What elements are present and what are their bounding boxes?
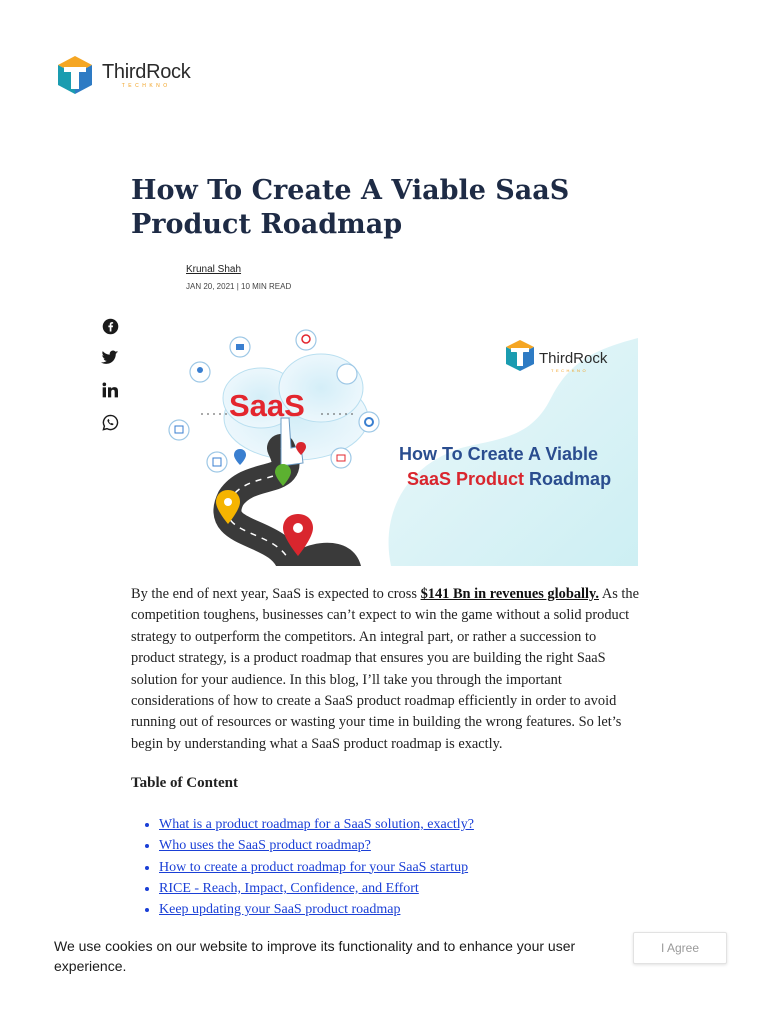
intro-text-before: By the end of next year, SaaS is expected to cross: [131, 586, 421, 602]
site-logo[interactable]: [54, 54, 190, 96]
author-link[interactable]: Krunal Shah: [186, 264, 242, 275]
hero-brand-name: ThirdRock: [539, 350, 608, 367]
toc-item: [159, 857, 474, 878]
toc-item: [159, 878, 474, 899]
hero-image: [131, 318, 638, 566]
linkedin-icon[interactable]: [100, 380, 120, 400]
facebook-icon[interactable]: [100, 316, 120, 336]
gear-icon: [359, 412, 379, 432]
revenue-link[interactable]: $141 Bn in revenues globally.: [420, 586, 600, 602]
intro-text-after: As the competition toughens, businesses can’t expect to win the game without a solid product strategy to outperform the competitors. An integral part, or rather a succession to product strategy, is a product roadmap that ensures you are building the right SaaS solution for your audience. In this blog, I’ll take you through the important considerations of how to create a SaaS product roadmap efficiently in order to avoid running out of resources or wasting your time in building the wrong features. So let’s begin by understanding what a SaaS product roadmap is exactly.: [131, 586, 639, 752]
cookie-banner: [0, 918, 768, 1024]
share-bar: [100, 316, 120, 444]
cookie-message: We use cookies on our website to improve its functionality and to enhance your user experience.: [54, 938, 576, 974]
toc-item: [159, 814, 474, 835]
hero-headline-line2: [407, 469, 611, 489]
toc-item: [159, 835, 474, 856]
chart-icon: [331, 448, 351, 468]
brand-tagline: TECHKNO: [121, 82, 171, 89]
article-title: How To Create A Viable SaaS Product Roadmap: [131, 175, 570, 240]
hero-headline-blue: Roadmap: [524, 469, 612, 489]
whatsapp-icon[interactable]: [100, 412, 120, 432]
agree-button[interactable]: I Agree: [633, 932, 727, 964]
toc-link[interactable]: What is a product roadmap for a SaaS solution, exactly?: [159, 817, 474, 832]
toc-link[interactable]: RICE - Reach, Impact, Confidence, and Effort: [159, 880, 419, 896]
toc-list: [131, 814, 474, 920]
toc-title: Table of Content: [131, 775, 238, 791]
thirdrock-logo-icon: [54, 54, 96, 96]
toc-link[interactable]: How to create a product roadmap for your SaaS startup: [159, 859, 469, 875]
search-icon: [296, 330, 316, 350]
toc-link[interactable]: Who uses the SaaS product roadmap?: [159, 838, 371, 854]
calendar-icon: [207, 452, 227, 472]
toc-link[interactable]: Keep updating your SaaS product roadmap: [159, 902, 401, 918]
link-icon: [337, 364, 357, 384]
monitor-icon: [169, 420, 189, 440]
article-meta: JAN 20, 2021 | 10 MIN READ: [186, 282, 292, 291]
hero-headline-red: SaaS Product: [407, 469, 525, 489]
hero-headline-line1: How To Create A Viable: [399, 444, 599, 464]
intro-paragraph: [131, 584, 641, 755]
twitter-icon[interactable]: [100, 348, 120, 368]
brand-name: ThirdRock: [102, 60, 191, 83]
hero-saas-word: SaaS: [229, 388, 305, 423]
hero-illustration: [131, 318, 638, 566]
hero-brand-tagline: TECHKNO: [551, 368, 589, 373]
